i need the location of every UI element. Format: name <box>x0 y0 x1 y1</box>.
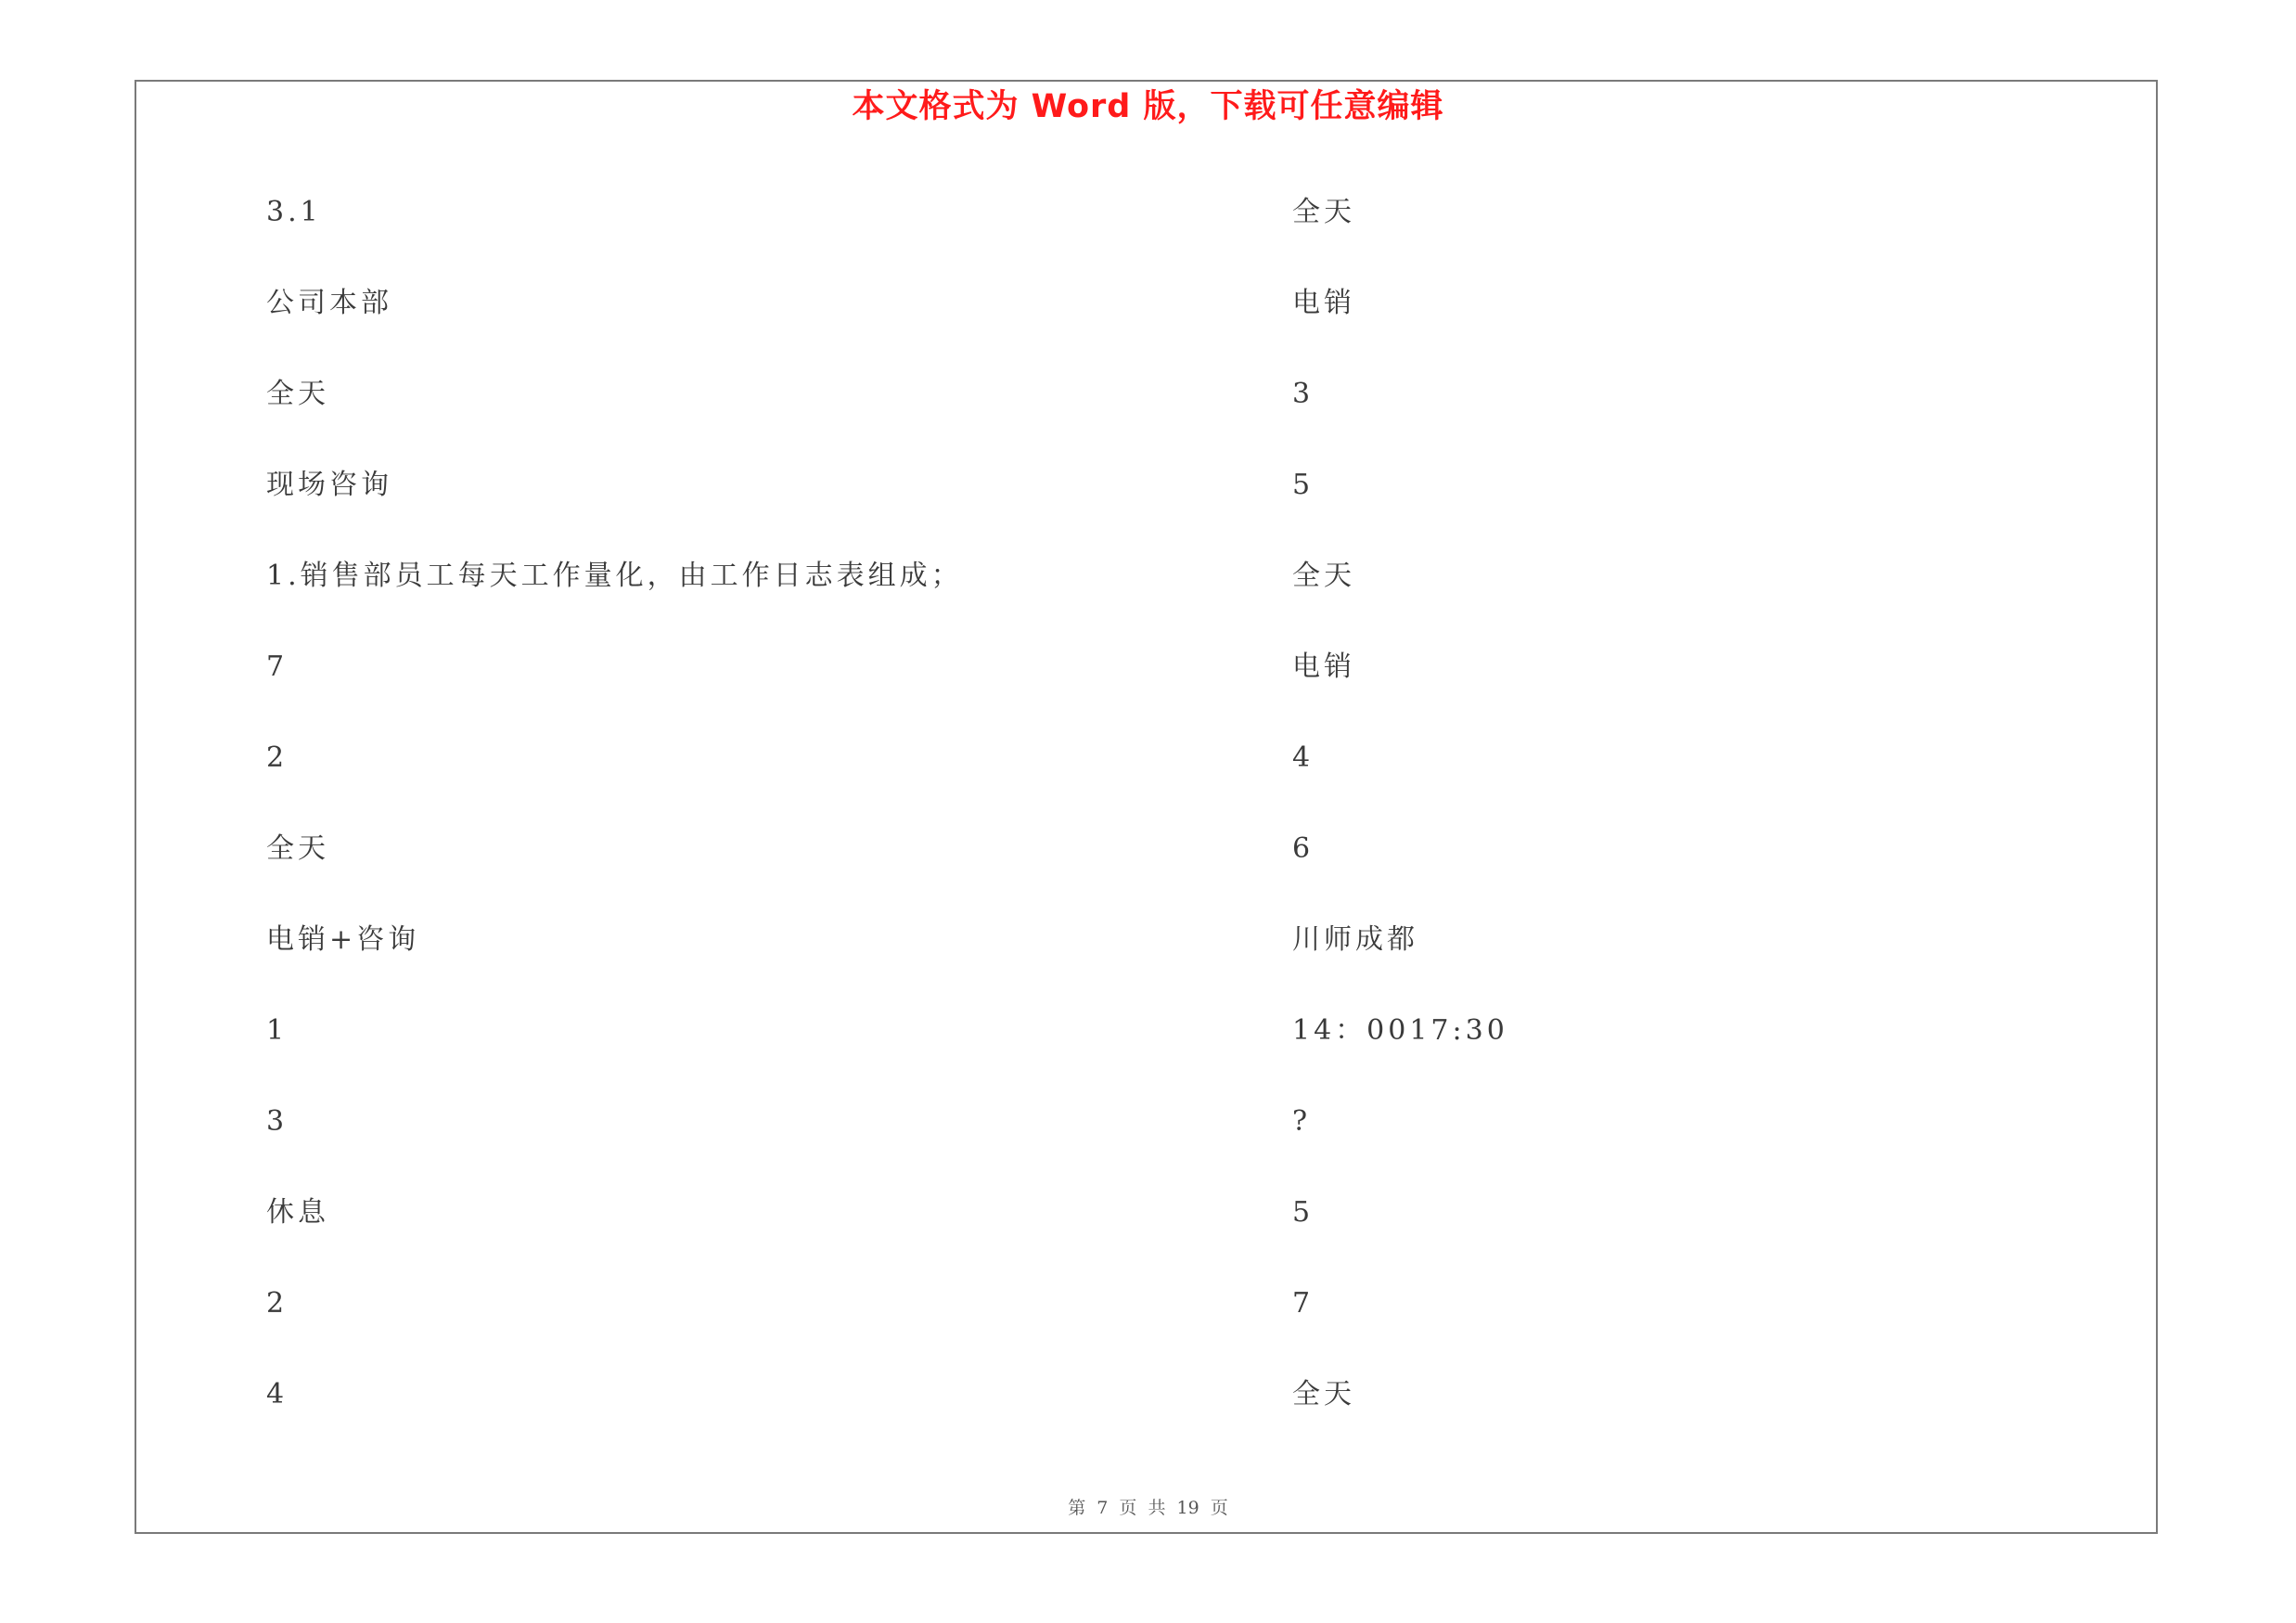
right-line-6: 电销 <box>1292 650 1355 683</box>
right-line-1: 全天 <box>1292 196 1355 228</box>
right-line-14: 全天 <box>1292 1378 1355 1410</box>
left-line-1: 3.1 <box>266 196 322 228</box>
left-line-11: 3 <box>266 1105 289 1138</box>
left-line-9: 电销+咨询 <box>266 923 420 956</box>
right-line-4: 5 <box>1292 469 1315 501</box>
right-line-2: 电销 <box>1292 287 1355 319</box>
right-line-9: 川师成都 <box>1292 923 1418 956</box>
left-line-13: 2 <box>266 1287 289 1320</box>
left-line-12: 休息 <box>266 1196 329 1229</box>
left-line-5: 1.销售部员工每天工作量化，由工作日志表组成； <box>266 560 963 592</box>
left-text-column <box>266 186 963 1459</box>
left-line-14: 4 <box>266 1378 289 1410</box>
left-line-2: 公司本部 <box>266 287 392 319</box>
left-line-3: 全天 <box>266 378 329 410</box>
right-line-10: 14：0017:30 <box>1292 1014 1508 1047</box>
right-text-column <box>1292 186 1508 1459</box>
right-line-3: 3 <box>1292 378 1315 410</box>
left-line-6: 7 <box>266 650 289 683</box>
right-line-8: 6 <box>1292 832 1315 865</box>
right-line-13: 7 <box>1292 1287 1315 1320</box>
left-line-7: 2 <box>266 741 289 774</box>
left-line-4: 现场咨询 <box>266 469 392 501</box>
right-line-5: 全天 <box>1292 560 1355 592</box>
right-line-11: ? <box>1292 1105 1312 1138</box>
editable-word-banner: 本文格式为 Word 版，下载可任意编辑 <box>852 88 1444 125</box>
left-line-10: 1 <box>266 1014 289 1047</box>
page-number-footer: 第 7 页 共 19 页 <box>1068 1498 1228 1518</box>
left-line-8: 全天 <box>266 832 329 865</box>
right-line-12: 5 <box>1292 1196 1315 1229</box>
right-line-7: 4 <box>1292 741 1315 774</box>
